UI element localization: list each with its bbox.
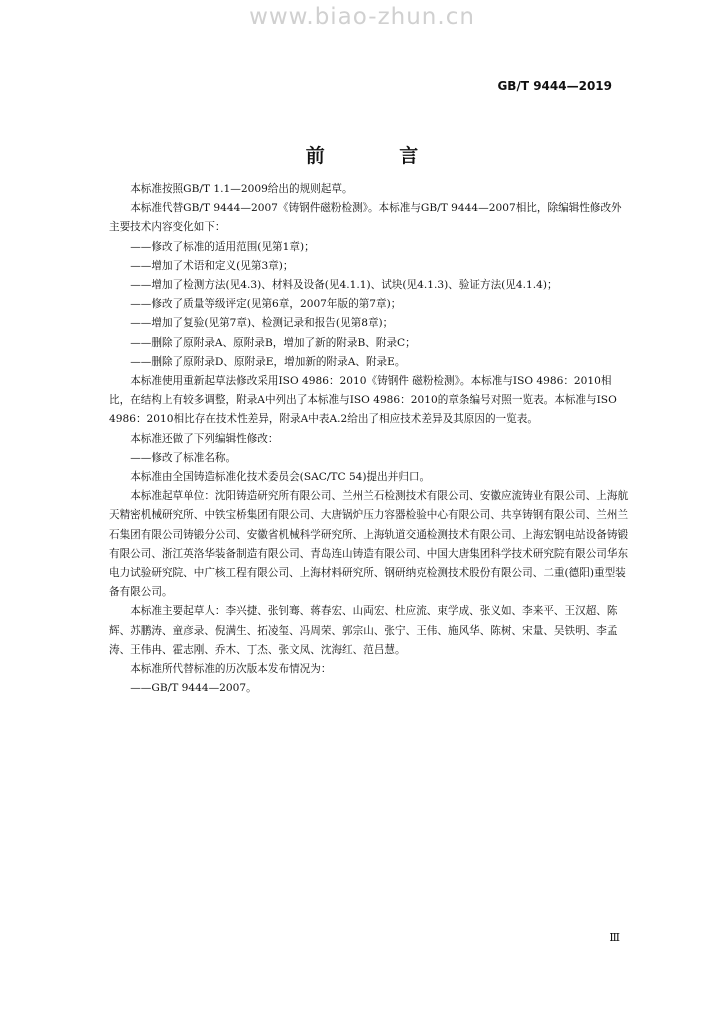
paragraph-committee: 本标准由全国铸造标准化技术委员会(SAC/TC 54)提出并归口。 [130,471,431,484]
history-item: ——GB/T 9444—2007。 [130,682,257,695]
watermark-text: www.biao-zhun.cn [249,4,475,30]
change-item: ——增加了检测方法(见4.3)、材料及设备(见4.1.1)、试块(见4.1.3)、验证方法(见4.1.4)； [130,279,558,292]
change-item: ——修改了质量等级评定(见第6章，2007年版的第7章)； [130,298,402,311]
editorial-item: ——修改了标准名称。 [130,451,237,464]
change-item: ——增加了复验(见第7章)、检测记录和报告(见第8章)； [130,317,394,330]
paragraph-editorial: 本标准还做了下列编辑性修改： [130,432,279,445]
standard-number: GB/T 9444—2019 [497,79,612,93]
paragraph-drafting-rules: 本标准按照GB/T 1.1—2009给出的规则起草。 [130,183,353,195]
page-title: 前 言 [305,145,453,167]
change-item: ——修改了标准的适用范围(见第1章)； [130,240,315,253]
paragraph-drafting-units: 本标准起草单位：沈阳铸造研究所有限公司、兰州兰石检测技术有限公司、安徽应流铸业有限公司、上海航天精密机械研究所、中铁宝桥集团有限公司、大唐锅炉压力容器检验中心有限公司、共享铸钢有限公司、兰州兰石集团有限公司铸锻分公司、安徽省机械科学研究所、上海轨道交通检测技术有限公司、上海宏钢电站设备铸锻有限公司、浙江英洛华装备制造有限公司、青岛连山铸造有限公司、中国大唐集团科学技术研究院有限公司华东电力试验研究院、中广核工程有限公司、上海材料研究所、钢研纳克检测技术股份有限公司、二重(德阳)重型装备有限公司。 [109,490,629,599]
change-item: ——删除了原附录A、原附录B，增加了新的附录B、附录C； [130,336,416,349]
paragraph-drafters: 本标准主要起草人：李兴捷、张钊骞、蒋春宏、山両宏、杜应流、束学成、张义如、李来平、王汉超、陈辉、苏鹏涛、童彦录、倪满生、拓凌玺、冯周荣、郭宗山、张宁、王伟、施风华、陈树、宋量、吴铁明、李孟涛、王伟冉、霍志刚、乔木、丁杰、张文凤、沈海红、范吕慧。 [109,605,618,656]
paragraph-history: 本标准所代替标准的历次版本发布情况为： [130,663,332,676]
foreword-body [109,180,631,698]
paragraph-replaces: 本标准代替GB/T 9444—2007《铸钢件磁粉检测》。本标准与GB/T 9444—2007相比，除编辑性修改外主要技术内容变化如下： [109,202,622,234]
paragraph-adoption: 本标准使用重新起草法修改采用ISO 4986：2010《铸钢件 磁粉检测》。本标准与ISO 4986：2010相比，在结构上有较多调整，附录A中列出了本标准与ISO 4986：2010的章条编号对照一览表。本标准与ISO 4986：2010相比存在技术性差异，附录A中表A.2给出了相应技术差异及其原因的一览表。 [109,375,617,426]
change-item: ——增加了术语和定义(见第3章)； [130,259,294,272]
change-item: ——删除了原附录D、原附录E，增加新的附录A、附录E。 [130,355,406,368]
page-number: Ⅲ [609,931,620,944]
